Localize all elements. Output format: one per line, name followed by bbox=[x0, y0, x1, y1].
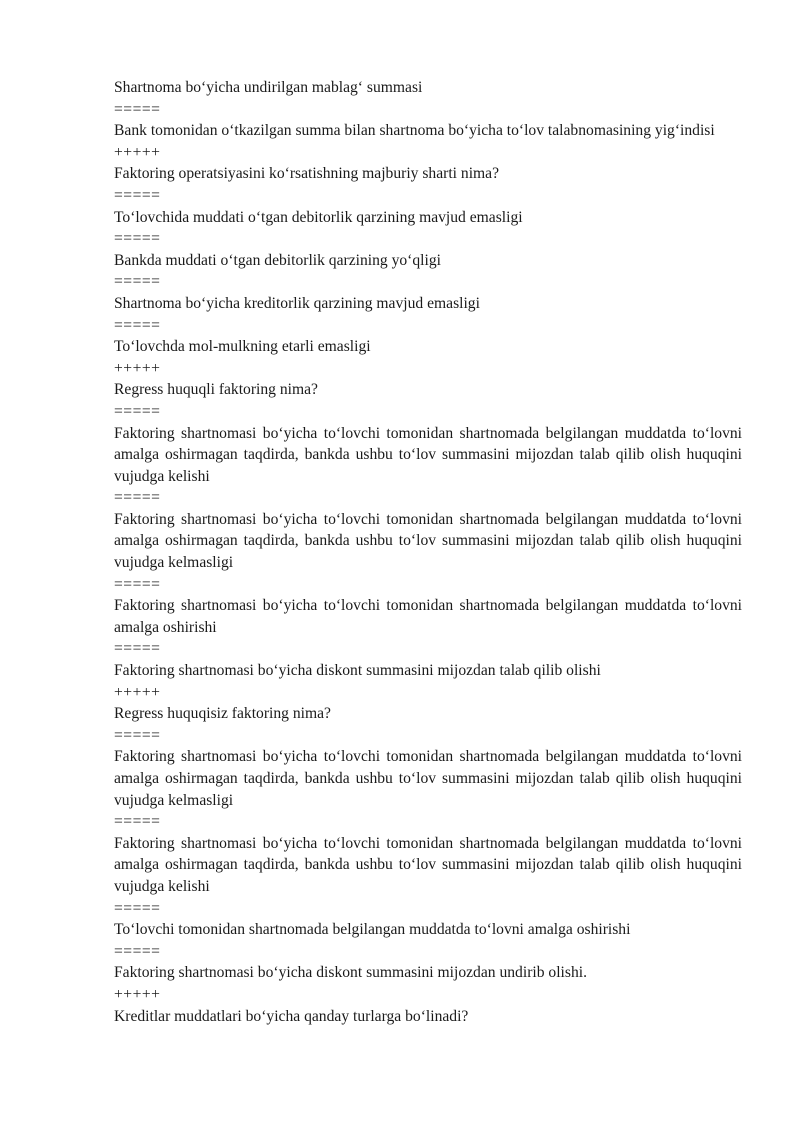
text-paragraph: Faktoring operatsiyasini ko‘rsatishning majburiy sharti nima? bbox=[114, 165, 500, 183]
separator-line: ===== bbox=[114, 813, 161, 831]
text-paragraph: Faktoring shartnomasi bo‘yicha to‘lovchi tomonidan shartnomada belgilangan muddatda to‘lovni amalga oshirmagan taqdirda, bankda ushbu to‘lov summasini mijozdan talab qilib olish huquqini vujudga kelmasligi bbox=[114, 748, 742, 809]
text-paragraph: To‘lovchda mol-mulkning etarli emasligi bbox=[114, 338, 371, 356]
separator-line: ===== bbox=[114, 489, 161, 507]
separator-line: ===== bbox=[114, 899, 161, 917]
text-paragraph: Faktoring shartnomasi bo‘yicha to‘lovchi tomonidan shartnomada belgilangan muddatda to‘lovni amalga oshirmagan taqdirda, bankda ushbu to‘lov summasini mijozdan talab qilib olish huquqini vujudga kelishi bbox=[114, 834, 742, 895]
separator-line: ===== bbox=[114, 942, 161, 960]
text-paragraph: To‘lovchida muddati o‘tgan debitorlik qarzining mavjud emasligi bbox=[114, 208, 523, 226]
separator-line: ===== bbox=[114, 273, 161, 291]
document-page bbox=[114, 77, 742, 1027]
separator-line: ===== bbox=[114, 186, 161, 204]
text-paragraph: Faktoring shartnomasi bo‘yicha diskont summasini mijozdan talab qilib olishi bbox=[114, 662, 601, 680]
text-paragraph: Faktoring shartnomasi bo‘yicha to‘lovchi tomonidan shartnomada belgilangan muddatda to‘lovni amalga oshirmagan taqdirda, bankda ushbu to‘lov summasini mijozdan talab qilib olish huquqini vujudga kelmasligi bbox=[114, 510, 742, 572]
separator-line: ===== bbox=[114, 316, 161, 334]
text-paragraph: Shartnoma bo‘yicha kreditorlik qarzining mavjud emasligi bbox=[114, 294, 480, 312]
separator-line: +++++ bbox=[114, 683, 161, 701]
text-paragraph: Kreditlar muddatlari bo‘yicha qanday turlarga bo‘linadi? bbox=[114, 1007, 469, 1025]
separator-line: ===== bbox=[114, 230, 161, 248]
text-paragraph: Faktoring shartnomasi bo‘yicha to‘lovchi tomonidan shartnomada belgilangan muddatda to‘lovni amalga oshirmagan taqdirda, bankda ushbu to‘lov summasini mijozdan talab qilib olish huquqini vujudga kelishi bbox=[114, 424, 742, 485]
separator-line: ===== bbox=[114, 575, 161, 593]
text-paragraph: Regress huquqisiz faktoring nima? bbox=[114, 705, 331, 723]
text-paragraph: Bank tomonidan o‘tkazilgan summa bilan shartnoma bo‘yicha to‘lov talabnomasining yig‘indisi bbox=[114, 122, 715, 140]
separator-line: ===== bbox=[114, 100, 161, 118]
separator-line: ===== bbox=[114, 726, 161, 744]
separator-line: +++++ bbox=[114, 143, 161, 161]
text-paragraph: To‘lovchi tomonidan shartnomada belgilangan muddatda to‘lovni amalga oshirishi bbox=[114, 921, 631, 939]
separator-line: ===== bbox=[114, 640, 161, 658]
separator-line: ===== bbox=[114, 402, 161, 420]
text-paragraph: Shartnoma bo‘yicha undirilgan mablag‘ summasi bbox=[114, 79, 423, 96]
separator-line: +++++ bbox=[114, 359, 161, 377]
separator-line: +++++ bbox=[114, 985, 161, 1003]
text-paragraph: Regress huquqli faktoring nima? bbox=[114, 381, 318, 399]
text-paragraph: Faktoring shartnomasi bo‘yicha diskont summasini mijozdan undirib olishi. bbox=[114, 964, 587, 982]
text-paragraph: Bankda muddati o‘tgan debitorlik qarzining yo‘qligi bbox=[114, 251, 441, 269]
text-paragraph: Faktoring shartnomasi bo‘yicha to‘lovchi tomonidan shartnomada belgilangan muddatda to‘lovni amalga oshirishi bbox=[114, 597, 742, 636]
